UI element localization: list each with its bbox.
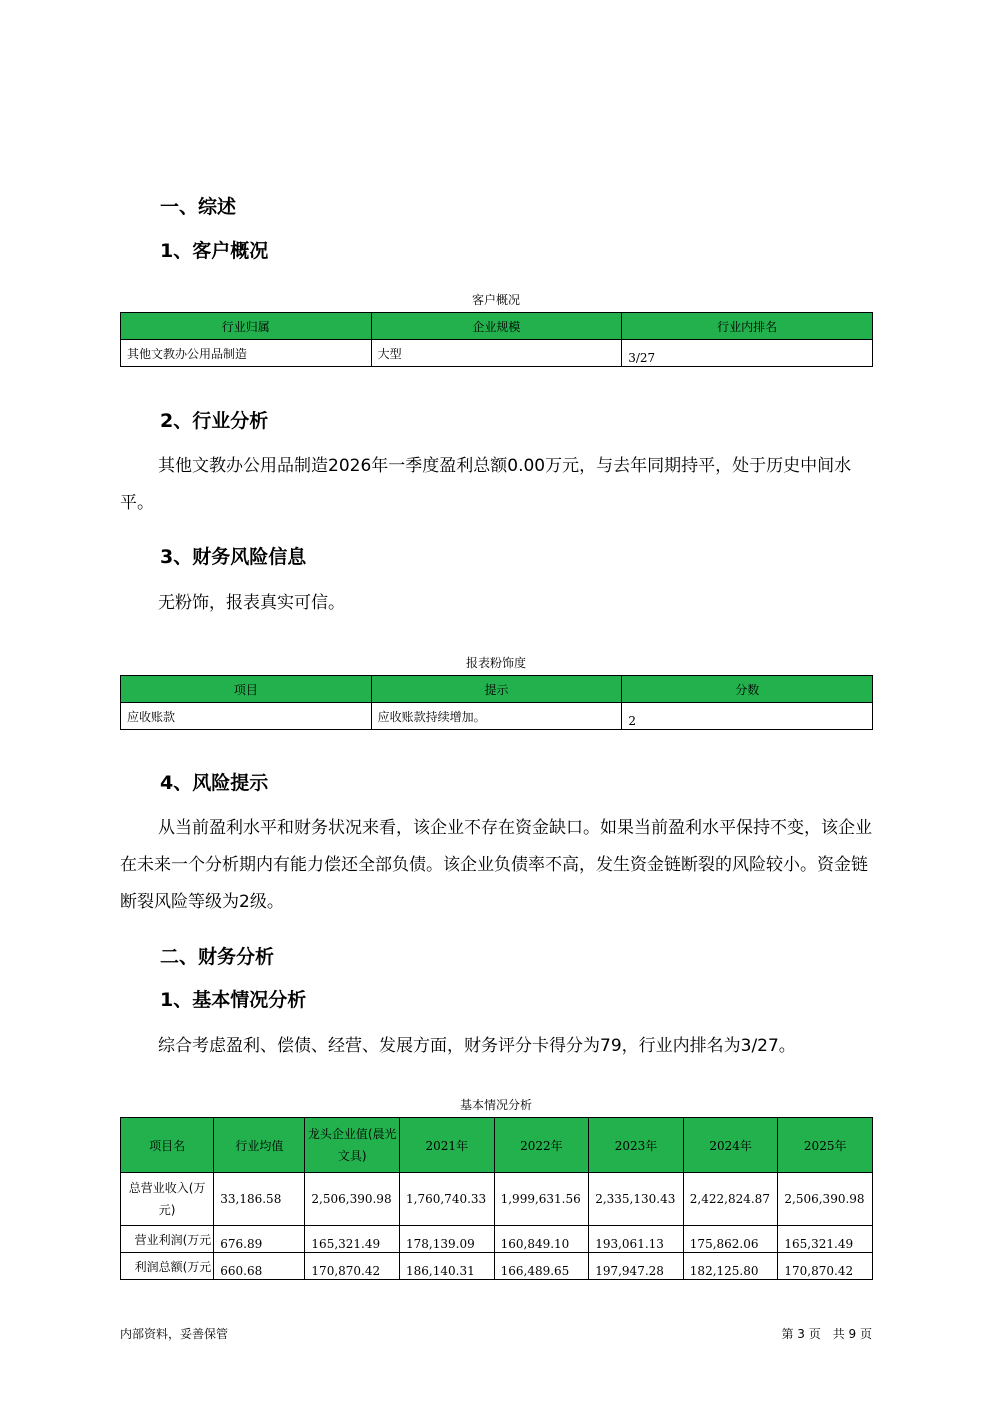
row-value: 2,422,824.87: [683, 1173, 778, 1226]
window-dressing-table: [120, 675, 873, 730]
row-value: 676.89: [214, 1226, 305, 1253]
col-header-hint: 提示: [371, 676, 622, 703]
subsection-heading-customer: 1、客户概况: [160, 240, 269, 262]
col-header-2022: 2022年: [494, 1118, 589, 1173]
footer-confidential: 内部资料，妥善保管: [120, 1327, 229, 1341]
row-value: 182,125.80: [683, 1253, 778, 1280]
row-value: 660.68: [214, 1253, 305, 1280]
row-value: 1,760,740.33: [400, 1173, 495, 1226]
col-header-scale: 企业规模: [371, 313, 622, 340]
customer-table-caption: 客户概况: [471, 293, 520, 307]
col-header-2025: 2025年: [778, 1118, 873, 1173]
row-value: 186,140.31: [400, 1253, 495, 1280]
col-header-leader: 龙头企业值(晨光文具): [305, 1118, 400, 1173]
row-value: 197,947.28: [589, 1253, 684, 1280]
table-row: [121, 1173, 873, 1226]
row-value: 2,335,130.43: [589, 1173, 684, 1226]
row-value: 193,061.13: [589, 1226, 684, 1253]
basic-table-caption: 基本情况分析: [459, 1098, 532, 1112]
row-value: 160,849.10: [494, 1226, 589, 1253]
cell-rank: 3/27: [622, 340, 873, 367]
window-table-caption: 报表粉饰度: [465, 656, 526, 670]
footer-page-number: 第 3 页 共 9 页: [781, 1327, 872, 1341]
row-value: 178,139.09: [400, 1226, 495, 1253]
customer-table: [120, 312, 873, 367]
cell-scale: 大型: [371, 340, 622, 367]
risk-tip-text: 从当前盈利水平和财务状况来看，该企业不存在资金缺口。如果当前盈利水平保持不变，该企业在未来一个分析期内有能力偿还全部负债。该企业负债率不高，发生资金链断裂的风险较小。资金链断裂风险等级为2级。: [120, 818, 872, 912]
row-value: 170,870.42: [305, 1253, 400, 1280]
row-value: 1,999,631.56: [494, 1173, 589, 1226]
col-header-2023: 2023年: [589, 1118, 684, 1173]
col-header-score: 分数: [622, 676, 873, 703]
row-value: 2,506,390.98: [305, 1173, 400, 1226]
col-header-item: 项目: [121, 676, 372, 703]
subsection-heading-basic: 1、基本情况分析: [160, 989, 307, 1011]
col-header-avg: 行业均值: [214, 1118, 305, 1173]
basic-analysis-table: [120, 1117, 873, 1280]
row-value: 175,862.06: [683, 1226, 778, 1253]
risk-info-text: 无粉饰，报表真实可信。: [158, 593, 345, 613]
col-header-name: 项目名: [121, 1118, 214, 1173]
row-value: 33,186.58: [214, 1173, 305, 1226]
cell-hint: 应收账款持续增加。: [371, 703, 622, 730]
col-header-2024: 2024年: [683, 1118, 778, 1173]
subsection-heading-industry: 2、行业分析: [160, 410, 269, 432]
table-row: [121, 1226, 873, 1253]
col-header-2021: 2021年: [400, 1118, 495, 1173]
cell-score: 2: [622, 703, 873, 730]
subsection-heading-risk-info: 3、财务风险信息: [160, 546, 307, 568]
row-value: 2,506,390.98: [778, 1173, 873, 1226]
subsection-heading-risk-tip: 4、风险提示: [160, 772, 269, 794]
row-value: 166,489.65: [494, 1253, 589, 1280]
industry-analysis-text: 其他文教办公用品制造2026年一季度盈利总额0.00万元，与去年同期持平，处于历史中间水平。: [120, 456, 852, 513]
basic-analysis-text: 综合考虑盈利、偿债、经营、发展方面，财务评分卡得分为79，行业内排名为3/27。: [158, 1036, 796, 1056]
table-row: [121, 1253, 873, 1280]
row-name: 总营业收入(万元): [121, 1173, 214, 1226]
row-value: 170,870.42: [778, 1253, 873, 1280]
row-name: 营业利润(万元: [121, 1226, 214, 1253]
col-header-industry: 行业归属: [121, 313, 372, 340]
row-value: 165,321.49: [778, 1226, 873, 1253]
col-header-rank: 行业内排名: [622, 313, 873, 340]
section-heading-overview: 一、综述: [160, 196, 237, 218]
cell-item: 应收账款: [121, 703, 372, 730]
cell-industry: 其他文教办公用品制造: [121, 340, 372, 367]
row-value: 165,321.49: [305, 1226, 400, 1253]
row-name: 利润总额(万元: [121, 1253, 214, 1280]
section-heading-financial: 二、财务分析: [160, 946, 275, 968]
